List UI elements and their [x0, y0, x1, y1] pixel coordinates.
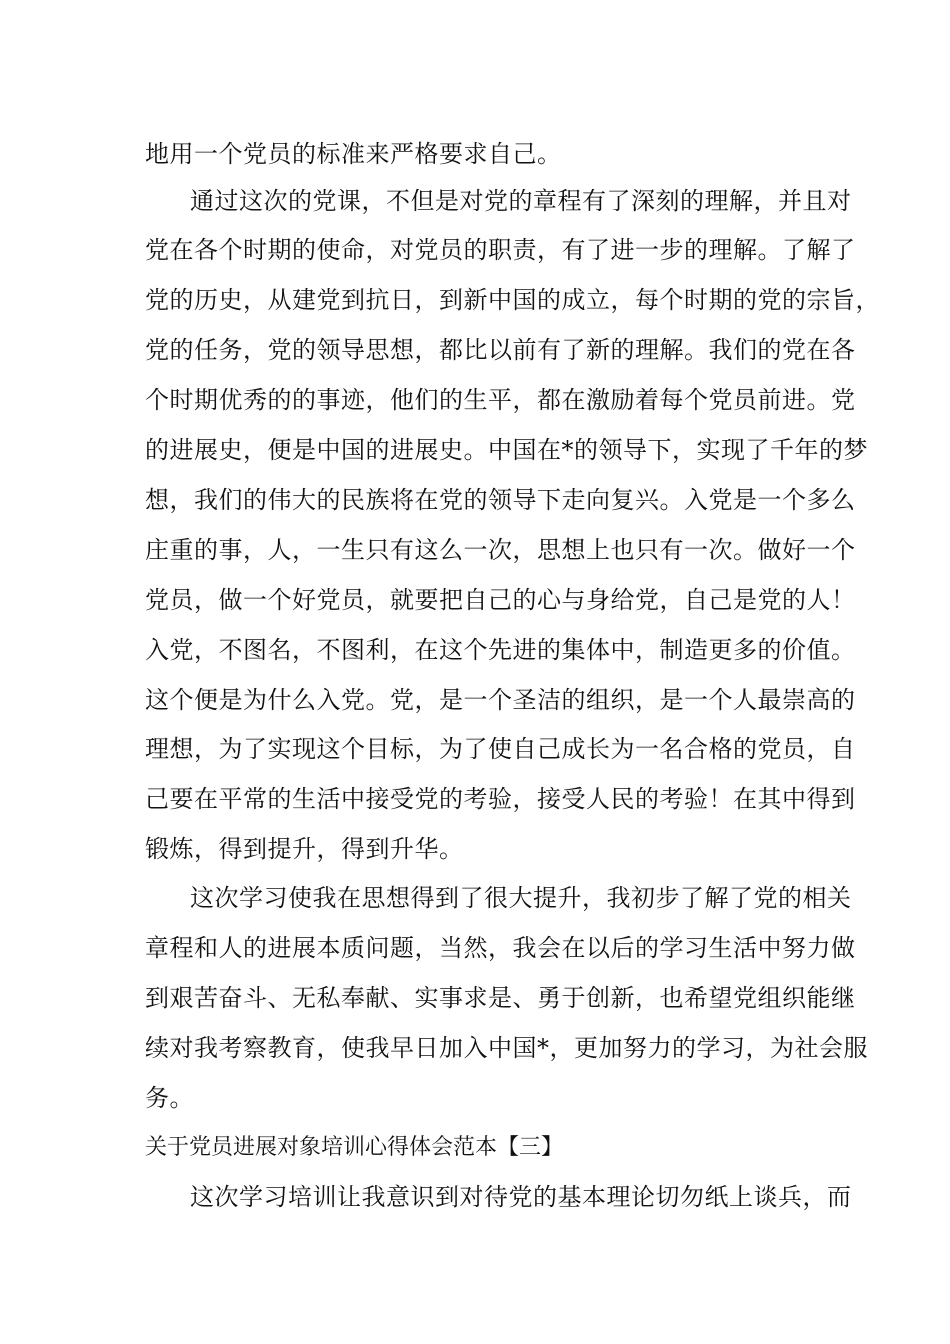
text-line: 的进展史，便是中国的进展史。中国在*的领导下，实现了千年的梦: [145, 436, 868, 464]
text-line: 务。: [145, 1084, 194, 1112]
text-line: 到艰苦奋斗、无私奉献、实事求是、勇于创新，也希望党组织能继: [145, 984, 856, 1012]
text-line: 地用一个党员的标准来严格要求自己。: [145, 140, 562, 168]
text-line: 理想，为了实现这个目标，为了使自己成长为一名合格的党员，自: [145, 735, 856, 763]
paragraph-start-line: 这次学习培训让我意识到对待党的基本理论切勿纸上谈兵，而: [190, 1183, 852, 1211]
text-line: 党的历史，从建党到抗日，到新中国的成立，每个时期的党的宗旨，: [145, 286, 880, 314]
paragraph-start-line: 这次学习使我在思想得到了很大提升，我初步了解了党的相关: [190, 884, 852, 912]
text-line: 章程和人的进展本质问题，当然，我会在以后的学习生活中努力做: [145, 934, 856, 962]
text-line: 党在各个时期的使命，对党员的职责，有了进一步的理解。了解了: [145, 236, 856, 264]
text-line: 入党，不图名，不图利，在这个先进的集体中，制造更多的价值。: [145, 636, 856, 664]
paragraph-start-line: 通过这次的党课，不但是对党的章程有了深刻的理解，并且对: [190, 187, 852, 215]
text-line: 庄重的事，人，一生只有这么一次，思想上也只有一次。做好一个: [145, 536, 856, 564]
section-heading: 关于党员进展对象培训心得体会范本【三】: [145, 1135, 564, 1160]
text-line: 这个便是为什么入党。党，是一个圣洁的组织，是一个人最崇高的: [145, 686, 856, 714]
text-line: 党的任务，党的领导思想，都比以前有了新的理解。我们的党在各: [145, 336, 856, 364]
text-line: 续对我考察教育，使我早日加入中国*，更加努力的学习，为社会服: [145, 1034, 868, 1062]
text-line: 己要在平常的生活中接受党的考验，接受人民的考验！在其中得到: [145, 785, 856, 813]
text-line: 党员，做一个好党员，就要把自己的心与身给党，自己是党的人！: [145, 586, 856, 614]
text-line: 锻炼，得到提升，得到升华。: [145, 835, 464, 863]
text-line: 想，我们的伟大的民族将在党的领导下走向复兴。入党是一个多么: [145, 486, 856, 514]
text-line: 个时期优秀的的事迹，他们的生平，都在激励着每个党员前进。党: [145, 386, 856, 414]
